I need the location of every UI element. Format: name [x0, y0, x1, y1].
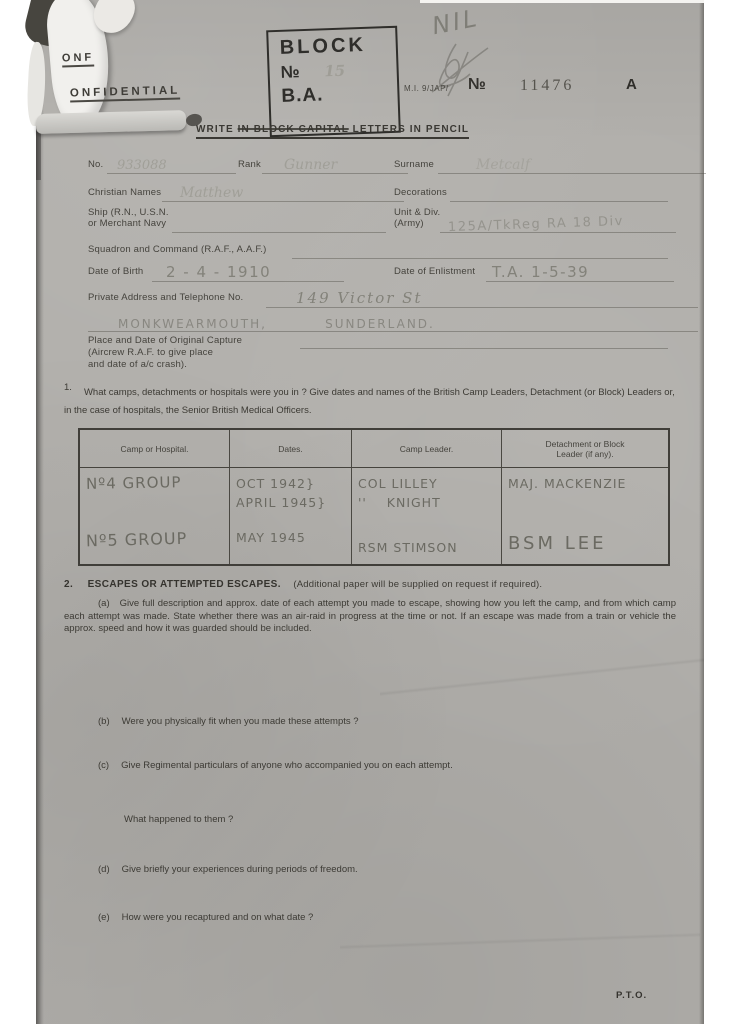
pto-label: P.T.O.	[616, 990, 648, 1001]
stamp-block-word: BLOCK	[279, 33, 367, 59]
field-dob-value: 2 - 4 - 1910	[166, 263, 272, 281]
form-serial-number: 11476	[520, 77, 575, 94]
block-number-stamp	[266, 26, 401, 138]
question-2b-label: (b)	[98, 716, 110, 727]
question-1-text: What camps, detachments or hospitals were you in ? Give dates and names of the British Camp Leaders, Detachment (or Block) Leaders or, in the case of hospitals, the Senior British Medical Officers.	[64, 387, 675, 416]
row2-dates: MAY 1945	[230, 526, 352, 564]
mi9-office-label: M.I. 9/JAP/	[404, 84, 449, 93]
field-rank-label: Rank	[238, 159, 261, 170]
field-christian-names-value: Matthew	[180, 185, 244, 201]
row1-camp: Nº4 GROUP	[80, 468, 230, 526]
pencil-instruction-line	[196, 124, 469, 139]
question-2-heading: ESCAPES OR ATTEMPTED ESCAPES.	[87, 579, 281, 590]
row2-block-leader: BSM LEE	[508, 533, 607, 554]
camp-table	[78, 428, 670, 566]
stamp-no-line	[280, 59, 397, 83]
header-camp-or-hospital: Camp or Hospital.	[80, 430, 230, 468]
row2-camp: Nº5 GROUP	[80, 526, 230, 564]
field-address-line1	[266, 280, 698, 308]
question-2e-label: (e)	[98, 912, 110, 923]
field-squadron-label: Squadron and Command (R.A.F., A.A.F.)	[88, 244, 267, 255]
field-ship-label-line2: or Merchant Navy	[88, 218, 167, 229]
question-2-number: 2.	[64, 579, 74, 590]
stamp-block-number-value: 15	[324, 61, 346, 81]
form-number-symbol: №	[468, 76, 486, 93]
confidential-label: ONFIDENTIAL	[70, 85, 181, 103]
field-decorations-label: Decorations	[394, 187, 447, 198]
row1-dates: OCT 1942} APRIL 1945}	[230, 468, 352, 526]
paper-top-margin	[420, 0, 704, 3]
paper-crease	[380, 655, 704, 699]
header-detachment-line2: Leader (if any).	[556, 448, 614, 459]
field-ship-line	[172, 208, 386, 233]
field-dob-line	[152, 254, 344, 282]
question-2e-text: How were you recaptured and on what date ?	[121, 912, 314, 923]
paper-crease	[340, 928, 700, 954]
stamp-no-symbol: №	[280, 62, 300, 82]
question-2b	[98, 716, 359, 727]
field-rank-value: Gunner	[284, 157, 338, 173]
camp-table-row-2	[80, 526, 668, 564]
header-dates: Dates.	[230, 430, 352, 468]
instruction-struck: IN BLOCK CAPITAL	[237, 124, 349, 135]
question-2-heading-row	[64, 574, 676, 592]
field-rank-line	[262, 150, 408, 174]
question-2b-text: Were you physically fit when you made these attempts ?	[121, 716, 359, 727]
field-no-value: 933088	[117, 158, 167, 173]
field-surname-value: Metcalf	[476, 157, 531, 173]
question-2c-label: (c)	[98, 760, 110, 771]
field-no-line	[107, 150, 236, 174]
field-unit-label-line1: Unit & Div.	[394, 207, 441, 218]
header-detachment-line1: Detachment or Block	[545, 438, 625, 449]
question-2c	[98, 760, 453, 771]
question-2c-text: Give Regimental particulars of anyone who accompanied you on each attempt.	[121, 760, 453, 771]
field-christian-names-line	[162, 178, 404, 202]
question-2-note: (Additional paper will be supplied on request if required).	[293, 579, 543, 590]
field-surname-line	[438, 150, 706, 174]
field-unit-value: 125A/TkReg RA 18 Div	[447, 213, 625, 236]
question-2d	[98, 864, 358, 875]
question-1	[64, 382, 676, 418]
field-ship-label-line1: Ship (R.N., U.S.N.	[88, 207, 169, 218]
question-2e	[98, 912, 313, 923]
row1-leader: COL LILLEY '' KNIGHT	[352, 468, 502, 526]
question-1-number: 1.	[64, 382, 72, 393]
field-capture-label-line1: Place and Date of Original Capture	[88, 335, 243, 346]
question-2a-text: Give full description and approx. date of each attempt you made to escape, showing how you left the camp, and from which camp each attempt was made. State whether there was an air-raid in progress at the time or not. If an escape was made from a train or vehicle the approx. speed and how it was guarded should be included.	[64, 598, 676, 634]
instruction-pre: WRITE	[196, 124, 238, 135]
field-enlistment-value: T.A. 1-5-39	[492, 263, 590, 281]
field-christian-names-label: Christian Names	[88, 187, 162, 198]
field-dob-label: Date of Birth	[88, 266, 144, 277]
camp-table-row-1	[80, 468, 668, 526]
torn-paper-strip	[36, 110, 186, 134]
field-unit-line	[440, 204, 676, 236]
question-2d-label: (d)	[98, 864, 110, 875]
row2-leader: RSM STIMSON	[352, 526, 502, 564]
field-enlistment-line	[486, 254, 674, 282]
field-capture-label-line3: and date of a/c crash).	[88, 359, 188, 370]
field-capture-line	[300, 326, 668, 349]
field-address-value1: 149 Victor St	[296, 289, 423, 307]
header-camp-leader: Camp Leader.	[352, 430, 502, 468]
field-surname-label: Surname	[394, 159, 434, 170]
nil-handwritten-note: NIL	[429, 3, 482, 41]
stamp-ba: B.A.	[281, 84, 324, 107]
instruction-post: LETTERS IN PENCIL	[348, 124, 470, 135]
field-decorations-line	[450, 178, 668, 202]
question-2d-text: Give briefly your experiences during periods of freedom.	[121, 864, 358, 875]
field-capture-label-line2: (Aircrew R.A.F. to give place	[88, 347, 214, 358]
form-series-letter: A	[626, 76, 637, 93]
field-address-value2: MONKWEARMOUTH, SUNDERLAND.	[118, 317, 435, 331]
field-address-label: Private Address and Telephone No.	[88, 292, 244, 303]
question-2c-followup: What happened to them ?	[124, 814, 234, 825]
row1-block-leader: MAJ. MACKENZIE	[508, 476, 627, 491]
confidential-partial-label: ONF	[62, 51, 95, 67]
field-unit-label-line2: (Army)	[394, 218, 424, 229]
field-no-label: No.	[88, 159, 104, 170]
question-2a-label: (a)	[98, 598, 110, 609]
question-2a	[64, 598, 676, 636]
header-detachment-leader	[502, 430, 668, 468]
field-enlistment-label: Date of Enlistment	[394, 266, 476, 277]
camp-table-header-row	[80, 430, 668, 468]
